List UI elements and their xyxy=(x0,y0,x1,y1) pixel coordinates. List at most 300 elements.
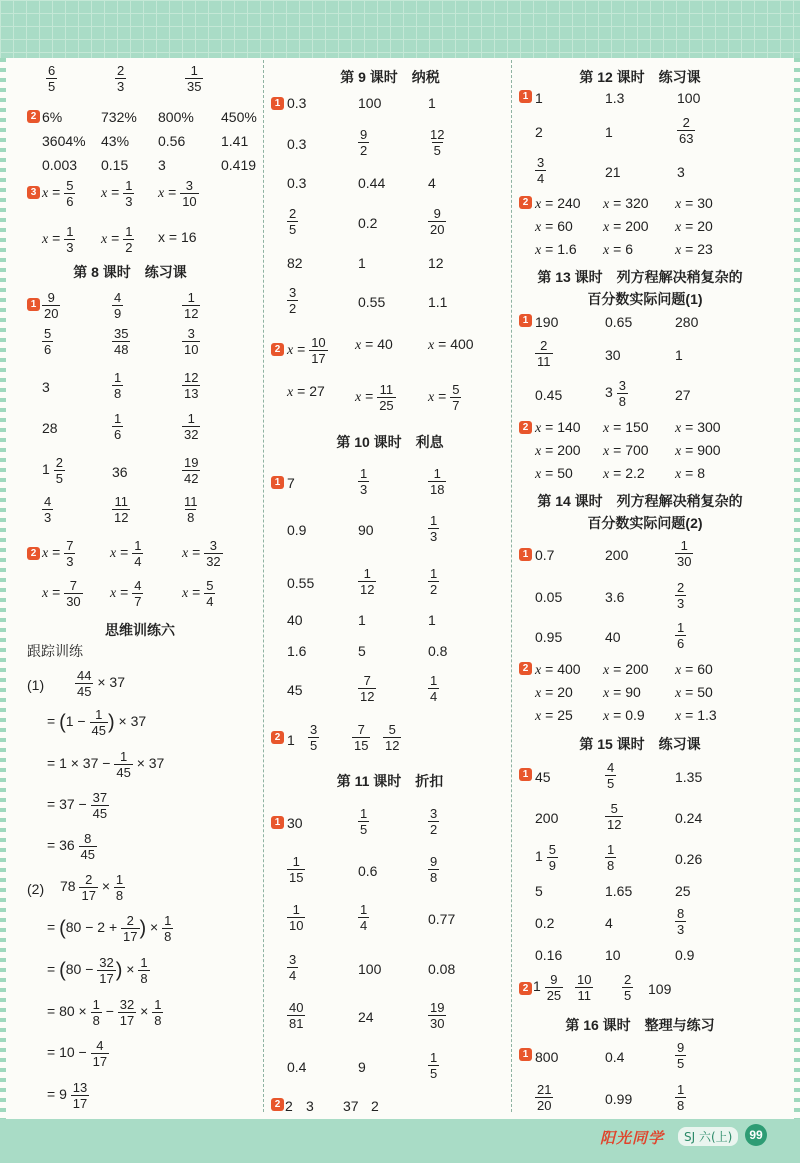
equation-answer: x = 1.6 xyxy=(535,241,577,258)
lesson-11-answer xyxy=(428,1050,439,1081)
denominator: 8 xyxy=(618,394,626,409)
lesson-10-answer: 45 xyxy=(287,682,303,698)
fraction xyxy=(287,902,305,933)
lesson-8-answer xyxy=(42,326,53,357)
mixed-fraction xyxy=(54,455,65,486)
percent-answer: 450% xyxy=(221,109,257,125)
denominator: 81 xyxy=(289,1016,304,1031)
numerator: 12 xyxy=(430,127,445,142)
lesson-9-answer xyxy=(428,206,446,237)
denominator: 45 xyxy=(91,723,106,738)
lesson-12-answer: 1 xyxy=(535,90,543,106)
equation-answer: x = 60 xyxy=(535,218,573,235)
denominator: 32 xyxy=(206,554,221,569)
fraction xyxy=(605,760,616,791)
fraction xyxy=(132,578,143,609)
lesson-16-title: 第 16 课时 整理与练习 xyxy=(565,1017,715,1033)
numerator: 37 xyxy=(92,790,108,805)
fraction xyxy=(575,972,593,1003)
numerator: 3 xyxy=(537,155,545,170)
lesson-14-title: 第 14 课时 列方程解决稍复杂的 xyxy=(537,493,743,509)
denominator: 8 xyxy=(677,1098,685,1113)
lesson-9-answer: 0.55 xyxy=(358,294,386,310)
denominator: 4 xyxy=(360,918,368,933)
lesson-11-answer: 0.4 xyxy=(287,1059,307,1075)
numerator: 3 xyxy=(209,538,218,553)
lesson-15-answer: 45 xyxy=(535,769,551,785)
numerator: 11 xyxy=(114,494,128,509)
equation-answer: x = 30 xyxy=(675,195,713,212)
numerator: 3 xyxy=(187,326,195,341)
equation-answer: x = 200 xyxy=(535,442,581,459)
fraction xyxy=(112,326,130,357)
denominator: 17 xyxy=(81,888,96,903)
numerator: 11 xyxy=(379,382,394,397)
equation-answer: x = 20 xyxy=(535,684,573,701)
fraction xyxy=(675,620,686,651)
equation-answer: x = 200 xyxy=(603,661,649,678)
denominator: 11 xyxy=(537,354,551,369)
variable-x: x xyxy=(675,220,682,235)
denominator: 5 xyxy=(433,143,441,158)
lesson-12-answer: 100 xyxy=(677,90,701,106)
numerator: 1 xyxy=(433,466,441,481)
denominator: 45 xyxy=(80,847,95,862)
lesson-8-answer: 28 xyxy=(42,420,58,436)
equation-answer: x = 40 xyxy=(355,336,393,353)
lesson-11-answer: 9 xyxy=(358,1059,366,1075)
numerator: 4 xyxy=(44,494,52,509)
numerator: 2 xyxy=(85,872,93,887)
equation-answer: x = $\frac{4}{7}$ xyxy=(110,578,142,609)
lesson-15-answer: 109 xyxy=(648,981,672,997)
numerator: 1 xyxy=(125,224,133,239)
lesson-13-answer: 190 xyxy=(535,314,559,330)
variable-x: x xyxy=(101,232,108,248)
parenthesis: ) xyxy=(107,711,115,734)
equation-answer: x = $\frac{1}{3}$ xyxy=(42,224,74,255)
denominator: 11 xyxy=(577,988,591,1003)
numerator: 1 xyxy=(360,806,368,821)
variable-x: x xyxy=(603,686,610,701)
lesson-13-answer: 1 xyxy=(675,347,683,363)
numerator: 1 xyxy=(190,63,198,78)
equation-answer: x = 2.2 xyxy=(603,465,645,482)
denominator: 2 xyxy=(360,143,368,158)
lesson-10-answer xyxy=(428,513,439,544)
question-number-badge: 1 xyxy=(519,90,532,103)
lesson-12-answer: 3 xyxy=(677,164,685,180)
calc-line: = 10 − $\frac{4}{17}$ xyxy=(47,1038,108,1069)
calc-line: = 80 × $\frac{1}{8}$ − $\frac{32}{17}$ × $\frac{1}{8}$ xyxy=(47,997,162,1028)
denominator: 6 xyxy=(114,427,122,442)
numerator: 3 xyxy=(289,285,297,300)
variable-x: x xyxy=(535,197,542,212)
numerator: 6 xyxy=(48,63,56,78)
whole-part: 3 xyxy=(605,384,617,401)
lesson-14-answer: 0.05 xyxy=(535,589,563,605)
lesson-10-answer: 0.9 xyxy=(287,522,307,538)
percent-answer: 0.419 xyxy=(221,157,257,173)
lesson-15-answer: 1.65 xyxy=(605,883,633,899)
equation-answer: x = 50 xyxy=(535,465,573,482)
lesson-10-answer: 40 xyxy=(287,612,303,628)
lesson-10-answer: 7 xyxy=(287,475,295,491)
percent-answer: 43% xyxy=(101,133,130,149)
denominator: 7 xyxy=(134,594,142,609)
fraction xyxy=(308,722,319,753)
percent-answer: 3604% xyxy=(42,133,86,149)
numerator: 7 xyxy=(363,673,371,688)
fraction xyxy=(91,997,102,1028)
fraction xyxy=(535,155,546,186)
denominator: 12 xyxy=(385,738,400,753)
numerator: 1 xyxy=(677,620,685,635)
fraction xyxy=(428,466,446,497)
variable-x: x xyxy=(535,467,542,482)
parenthesis: ( xyxy=(59,959,66,982)
fraction xyxy=(428,566,439,597)
lesson-10-answer: 1 xyxy=(358,612,366,628)
lesson-15-answer xyxy=(622,972,633,1003)
denominator: 2 xyxy=(430,822,438,837)
variable-x: x xyxy=(603,220,610,235)
numerator: 8 xyxy=(84,831,92,846)
whole-part: 1 xyxy=(535,848,547,865)
equation-answer: x = 1.3 xyxy=(675,707,717,724)
fraction xyxy=(79,872,97,903)
denominator: 4 xyxy=(206,594,214,609)
fraction xyxy=(358,466,369,497)
variable-x: x xyxy=(675,686,682,701)
fraction xyxy=(152,997,163,1028)
fraction xyxy=(42,290,60,321)
lesson-8-answer xyxy=(182,290,200,321)
denominator: 12 xyxy=(360,689,375,704)
denominator: 5 xyxy=(289,222,297,237)
equation-answer: x = $\frac{10}{17}$ xyxy=(287,335,326,366)
equation-answer: x = 140 xyxy=(535,419,581,436)
denominator: 3 xyxy=(677,596,685,611)
fraction xyxy=(287,854,305,885)
lesson-15-answer: 25 xyxy=(675,883,691,899)
denominator: 17 xyxy=(119,1013,135,1028)
lesson-11-answer: 3 xyxy=(306,1098,314,1114)
whole-part: 1 xyxy=(533,978,545,995)
equation-answer: x = $\frac{3}{10}$ xyxy=(158,178,197,209)
lesson-10-answer xyxy=(358,466,369,497)
numerator: 1 xyxy=(430,513,438,528)
lesson-9-answer: 0.2 xyxy=(358,215,378,231)
numerator: 1 xyxy=(115,872,124,887)
lesson-16-answer xyxy=(675,1082,686,1113)
lesson-15-answer: 0.2 xyxy=(535,915,555,931)
lesson-8-answer xyxy=(182,494,200,525)
calc-line: = 36 $\frac{8}{45}$ xyxy=(47,831,95,862)
equation-answer: x = $\frac{1}{2}$ xyxy=(101,224,133,255)
equation-answer: x = $\frac{11}{25}$ xyxy=(355,382,394,413)
lesson-13-answer: 30 xyxy=(605,347,621,363)
lesson-8-answer xyxy=(182,411,200,442)
equation-answer: x = 25 xyxy=(535,707,573,724)
numerator: 1 xyxy=(360,466,368,481)
column-divider-1 xyxy=(263,60,264,1112)
lesson-9-answer: 0.44 xyxy=(358,175,386,191)
lesson-10-answer xyxy=(352,722,370,753)
fraction xyxy=(358,806,369,837)
denominator: 9 xyxy=(548,858,556,873)
variable-x: x xyxy=(603,709,610,724)
numerator: 1 xyxy=(134,538,142,553)
denominator: 48 xyxy=(114,342,129,357)
lesson-16-answer: 0.4 xyxy=(605,1049,625,1065)
fraction xyxy=(114,872,125,903)
fraction xyxy=(358,673,376,704)
question-number-badge: 2 xyxy=(519,982,532,995)
equation-answer: x = 60 xyxy=(675,661,713,678)
numerator: 35 xyxy=(114,326,129,341)
numerator: 3 xyxy=(430,806,438,821)
fraction xyxy=(287,285,298,316)
fraction xyxy=(677,115,695,146)
percent-answer: 1.41 xyxy=(221,133,249,149)
numerator: 1 xyxy=(95,707,103,722)
lesson-8-answer xyxy=(112,370,123,401)
fraction xyxy=(138,955,149,986)
parenthesis: ) xyxy=(115,959,123,982)
lesson-13-answer xyxy=(605,378,628,409)
numerator: 1 xyxy=(125,178,133,193)
fraction xyxy=(46,63,57,94)
grid-header-band xyxy=(0,0,800,58)
fraction xyxy=(605,801,623,832)
lesson-15-title: 第 15 课时 练习课 xyxy=(579,736,701,752)
denominator: 20 xyxy=(44,306,59,321)
variable-x: x xyxy=(603,243,610,258)
fraction xyxy=(428,806,439,837)
fraction xyxy=(79,831,97,862)
variable-x: x xyxy=(287,385,294,400)
percent-answer: 732% xyxy=(101,109,137,125)
fraction xyxy=(428,673,439,704)
lesson-13-title: 第 13 课时 列方程解决稍复杂的 xyxy=(537,269,743,285)
lesson-10-answer: 1 xyxy=(428,612,436,628)
denominator: 17 xyxy=(311,351,326,366)
denominator: 20 xyxy=(537,1098,552,1113)
numerator: 5 xyxy=(452,382,460,397)
denominator: 45 xyxy=(116,765,131,780)
numerator: 40 xyxy=(289,1000,304,1015)
fraction xyxy=(114,749,132,780)
question-number-badge: 2 xyxy=(519,662,532,675)
variable-x: x xyxy=(603,663,610,678)
question-number-badge: 1 xyxy=(519,768,532,781)
equation-answer: x = 400 xyxy=(535,661,581,678)
numerator: 3 xyxy=(289,952,297,967)
denominator: 8 xyxy=(154,1013,162,1028)
variable-x: x xyxy=(535,663,542,678)
denominator: 45 xyxy=(77,684,92,699)
numerator: 1 xyxy=(187,411,195,426)
denominator: 3 xyxy=(44,510,52,525)
fraction xyxy=(182,326,200,357)
variable-x: x xyxy=(355,338,362,353)
fraction xyxy=(428,854,439,885)
question-number-badge: 2 xyxy=(271,1098,284,1111)
lesson-11-answer xyxy=(428,806,439,837)
lesson-8-answer xyxy=(112,411,123,442)
denominator: 17 xyxy=(123,929,138,944)
question-number-badge: 1 xyxy=(271,476,284,489)
denominator: 25 xyxy=(379,398,394,413)
equation-answer: x = 8 xyxy=(675,465,705,482)
fraction xyxy=(90,707,108,738)
lesson-14-answer: 3.6 xyxy=(605,589,625,605)
denominator: 8 xyxy=(430,870,438,885)
fraction xyxy=(64,578,82,609)
lesson-12-answer xyxy=(677,115,695,146)
question-number-badge: 1 xyxy=(519,548,532,561)
fraction xyxy=(535,338,553,369)
equation-answer: x = 150 xyxy=(603,419,649,436)
lesson-9-answer xyxy=(428,127,446,158)
lesson-14-answer: 200 xyxy=(605,547,629,563)
denominator: 8 xyxy=(607,858,615,873)
calc-line: = 37 − $\frac{37}{45}$ xyxy=(47,790,108,821)
lesson-14-answer: 0.7 xyxy=(535,547,555,563)
variable-x: x xyxy=(110,586,117,602)
percent-answer: 0.56 xyxy=(158,133,186,149)
denominator: 5 xyxy=(430,1066,438,1081)
fraction xyxy=(605,842,616,873)
denominator: 5 xyxy=(360,822,368,837)
lesson-15-answer: 0.16 xyxy=(535,947,563,963)
fraction xyxy=(75,668,93,699)
numerator: 2 xyxy=(117,63,125,78)
lesson-10-title: 第 10 课时 利息 xyxy=(336,434,444,450)
fraction xyxy=(118,997,136,1028)
lesson-10-answer: 1.6 xyxy=(287,643,307,659)
denominator: 63 xyxy=(679,131,694,146)
numerator: 2 xyxy=(540,338,548,353)
lesson-11-answer: 0.77 xyxy=(428,911,456,927)
lesson-13-answer xyxy=(535,338,553,369)
percent-answer: 0.003 xyxy=(42,157,78,173)
lesson-10-answer xyxy=(383,722,401,753)
equation-answer: x = 50 xyxy=(675,684,713,701)
mixed-fraction xyxy=(617,378,628,409)
denominator: 3 xyxy=(66,240,74,255)
fraction xyxy=(42,494,53,525)
lesson-11-answer xyxy=(428,1000,446,1031)
numerator: 1 xyxy=(430,566,438,581)
variable-x: x xyxy=(675,709,682,724)
lesson-15-answer: 10 xyxy=(605,947,621,963)
variable-x: x xyxy=(535,686,542,701)
variable-x: x xyxy=(182,546,189,562)
percent-answer: 0.15 xyxy=(101,157,129,173)
fraction xyxy=(97,955,115,986)
top-answer xyxy=(46,63,57,94)
numerator: 2 xyxy=(55,455,63,470)
denominator: 35 xyxy=(187,79,202,94)
variable-x: x xyxy=(535,220,542,235)
lesson-8-answer xyxy=(182,455,200,486)
denominator: 12 xyxy=(114,510,129,525)
lesson-11-answer xyxy=(287,952,298,983)
numerator: 9 xyxy=(433,206,441,221)
numerator: 1 xyxy=(430,673,438,688)
variable-x: x xyxy=(675,467,682,482)
fraction xyxy=(112,290,123,321)
equation-answer: x = 200 xyxy=(603,218,649,235)
numerator: 9 xyxy=(677,1040,685,1055)
parenthesis: ) xyxy=(139,917,147,940)
denominator: 3 xyxy=(677,922,685,937)
fraction xyxy=(112,370,123,401)
lesson-15-answer xyxy=(675,906,686,937)
numerator: 7 xyxy=(357,722,365,737)
denominator: 15 xyxy=(354,738,369,753)
numerator: 19 xyxy=(184,455,199,470)
lesson-12-answer: 2 xyxy=(535,124,543,140)
part-label: (2) xyxy=(27,881,45,897)
equation-answer: x = 23 xyxy=(675,241,713,258)
denominator: 9 xyxy=(114,306,122,321)
denominator: 25 xyxy=(546,988,562,1003)
fraction xyxy=(115,63,126,94)
fraction xyxy=(675,580,686,611)
lesson-8-answer xyxy=(42,290,60,321)
brand-logo: 阳光同学 xyxy=(600,1129,665,1147)
numerator: 44 xyxy=(77,668,92,683)
fraction xyxy=(112,494,130,525)
fraction xyxy=(675,538,693,569)
lesson-13-answer: 0.65 xyxy=(605,314,633,330)
fraction xyxy=(622,972,633,1003)
lesson-11-answer: 24 xyxy=(358,1009,374,1025)
denominator: 5 xyxy=(677,1056,685,1071)
numerator: 9 xyxy=(430,854,438,869)
fraction xyxy=(287,952,298,983)
denominator: 3 xyxy=(430,529,438,544)
fraction xyxy=(132,538,143,569)
question-number-badge: 1 xyxy=(519,1048,532,1061)
numerator: 32 xyxy=(99,955,114,970)
lesson-9-answer xyxy=(287,285,298,316)
denominator: 4 xyxy=(430,689,438,704)
denominator: 8 xyxy=(140,971,148,986)
percent-answer: 3 xyxy=(158,157,166,173)
denominator: 5 xyxy=(310,738,318,753)
denominator: 4 xyxy=(537,171,545,186)
fraction xyxy=(428,206,446,237)
lesson-11-answer: 100 xyxy=(358,961,382,977)
lesson-16-answer: 0.99 xyxy=(605,1091,633,1107)
calc-line: = 9 $\frac{13}{17}$ xyxy=(47,1080,88,1111)
fraction xyxy=(64,538,75,569)
equation-answer: x = 240 xyxy=(535,195,581,212)
parenthesis: ( xyxy=(59,711,66,734)
fraction xyxy=(428,1000,446,1031)
fraction xyxy=(182,494,200,525)
variable-x: x xyxy=(535,421,542,436)
question-number-badge: 2 xyxy=(519,421,532,434)
lesson-15-answer: 1.35 xyxy=(675,769,703,785)
denominator: 7 xyxy=(452,398,460,413)
variable-x: x xyxy=(287,343,294,359)
numerator: 1 xyxy=(292,902,300,917)
